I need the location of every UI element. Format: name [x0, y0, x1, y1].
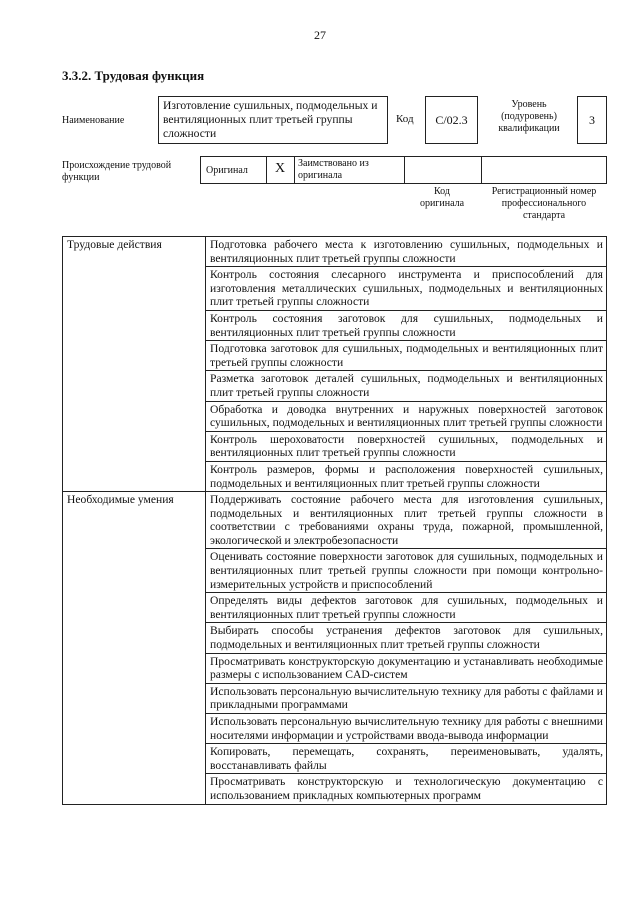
- reg-number-label: Регистрационный номер профессионального стандарта: [491, 186, 597, 221]
- description-cell: Использовать персональную вычислительную технику для работы с файлами и прикладными программами: [206, 683, 607, 713]
- labor-function-table: [62, 236, 607, 805]
- description-cell: Оценивать состояние поверхности заготовок для сушильных, подмодельных и вентиляционных плит третьей группы сложности при помощи контрольно-измерительных устройств и приспособлений: [206, 549, 607, 593]
- origin-divider: [481, 156, 482, 184]
- original-label: Оригинал: [206, 165, 248, 176]
- description-cell: Просматривать конструкторскую и технологическую документацию с использованием прикладных компьютерных программ: [206, 774, 607, 804]
- description-cell: Копировать, перемещать, сохранять, переименовывать, удалять, восстанавливать файлы: [206, 744, 607, 774]
- description-cell: Выбирать способы устранения дефектов заготовок для сушильных, подмодельных и вентиляционных плит третьей группы сложности: [206, 623, 607, 653]
- section-heading: 3.3.2. Трудовая функция: [62, 68, 205, 83]
- code-value: C/02.3: [435, 112, 468, 127]
- level-value: 3: [589, 112, 595, 127]
- description-cell: Обработка и доводка внутренних и наружных поверхностей заготовок сушильных, подмодельных и вентиляционных плит третьей группы сложности: [206, 401, 607, 431]
- description-cell: Контроль состояния слесарного инструмента и приспособлений для изготовления металлических сушильных, подмодельных и вентиляционных плит третьей группы сложности: [206, 267, 607, 311]
- page-number: 27: [314, 28, 326, 42]
- description-cell: Поддерживать состояние рабочего места для изготовления сушильных, подмодельных и вентиляционных плит третьей группы сложности в соответствии с требованиями охраны труда, пожарной, промышленной, экологической и электробезопасности: [206, 492, 607, 549]
- category-cell: Необходимые умения: [63, 492, 206, 804]
- level-value-box: [577, 96, 607, 144]
- description-cell: Подготовка заготовок для сушильных, подмодельных и вентиляционных плит третьей группы сложности: [206, 341, 607, 371]
- description-cell: Просматривать конструкторскую документацию и устанавливать необходимые размеры с использованием CAD-систем: [206, 653, 607, 683]
- level-label: Уровень (подуровень) квалификации: [498, 99, 560, 134]
- origin-divider: [404, 156, 405, 184]
- code-label: Код: [396, 113, 414, 125]
- borrowed-label: Заимствовано из оригинала: [298, 158, 369, 181]
- description-cell: Подготовка рабочего места к изготовлению сушильных, подмодельных и вентиляционных плит третьей группы сложности: [206, 237, 607, 267]
- description-cell: Определять виды дефектов заготовок для сушильных, подмодельных и вентиляционных плит третьей группы сложности: [206, 593, 607, 623]
- description-cell: Разметка заготовок деталей сушильных, подмодельных и вентиляционных плит третьей группы сложности: [206, 371, 607, 401]
- origin-divider: [294, 156, 295, 184]
- table-row: [63, 492, 607, 549]
- code-value-box: [425, 96, 478, 144]
- function-name-box: [158, 96, 388, 144]
- name-label: Наименование: [62, 115, 125, 126]
- code-original-label: Код оригинала: [419, 186, 465, 209]
- table-row: [63, 237, 607, 267]
- original-mark: X: [274, 161, 286, 176]
- description-cell: Контроль шероховатости поверхностей сушильных, подмодельных и вентиляционных плит третьей группы сложности: [206, 431, 607, 461]
- category-cell: Трудовые действия: [63, 237, 206, 492]
- description-cell: Контроль размеров, формы и расположения поверхностей сушильных, подмодельных и вентиляционных плит третьей группы сложности: [206, 461, 607, 491]
- description-cell: Использовать персональную вычислительную технику для работы с внешними носителями информации и устройствами ввода-вывода информации: [206, 714, 607, 744]
- description-cell: Контроль состояния заготовок для сушильных, подмодельных и вентиляционных плит третьей группы сложности: [206, 310, 607, 340]
- origin-label: Происхождение трудовой функции: [62, 160, 172, 183]
- function-name-value: Изготовление сушильных, подмодельных и вентиляционных плит третьей группы сложности: [163, 99, 378, 140]
